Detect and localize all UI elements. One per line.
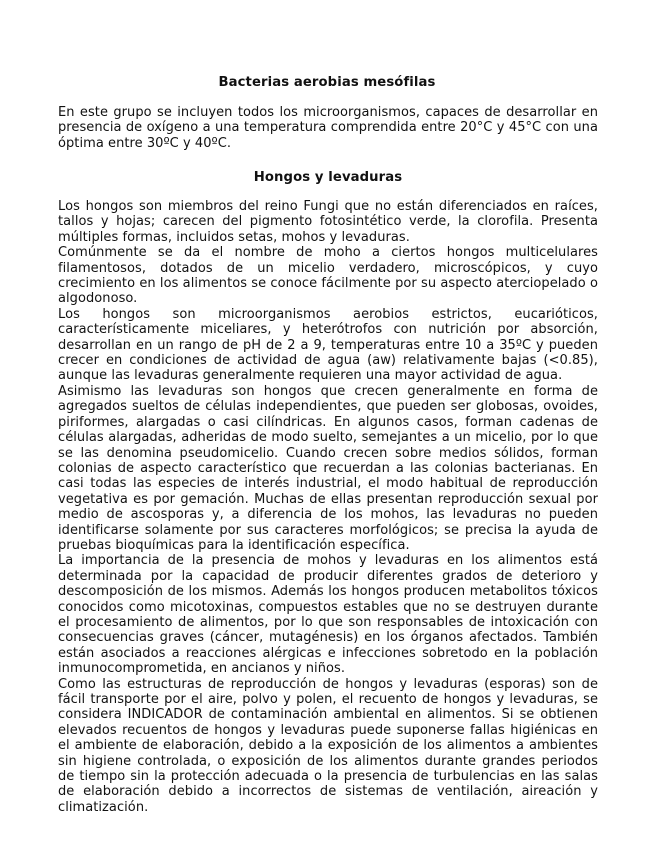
paragraph: Asimismo las levaduras son hongos que crecen generalmente en forma de agregados sueltos de células independientes, que pueden ser globosas, ovoides, piriformes, alargadas o casi cilíndricas. En algunos casos, forman cadenas de células alargadas, adheridas de modo suelto, semejantes a un micelio, por lo que se las denomina pseudomicelio. Cuando crecen sobre medios sólidos, forman colonias de aspecto característico que recuerdan a las colonias bacterianas. En casi todas las especies de interés industrial, el modo habitual de reproducción vegetativa es por gemación. Muchas de ellas presentan reproducción sexual por medio de ascosporas y, a diferencia de los mohos, las levaduras no pueden identificarse solamente por sus caracteres morfológicos; se precisa la ayuda de pruebas bioquímicas para la identificación específica. [58,383,598,553]
heading-hongos-levaduras: Hongos y levaduras [253,170,403,185]
heading-bacterias-aerobias: Bacterias aerobias mesófilas [218,75,436,90]
paragraph: Los hongos son miembros del reino Fungi que no están diferenciados en raíces, tallos y hojas; carecen del pigmento fotosintético verde, la clorofila. Presenta múltiples formas, incluidos setas, mohos y levaduras. [58,199,598,245]
paragraph: Como las estructuras de reproducción de hongos y levaduras (esporas) son de fácil transporte por el aire, polvo y polen, el recuento de hongos y levaduras, se considera INDICADOR de contaminación ambiental en alimentos. Si se obtienen elevados recuentos de hongos y levaduras puede suponerse fallas higiénicas en el ambiente de elaboración, debido a la exposición de los alimentos a ambientes sin higiene controlada, o exposición de los alimentos durante grandes periodos de tiempo sin la protección adecuada o la presencia de turbulencias en las salas de elaboración debido a incorrectos de sistemas de ventilación, aireación y climatización. [58,676,598,815]
paragraph: La importancia de la presencia de mohos y levaduras en los alimentos está determinada por la capacidad de producir diferentes grados de deterioro y descomposición de los mismos. Además los hongos producen metabolitos tóxicos conocidos como micotoxinas, compuestos estables que no se destruyen durante el procesamiento de alimentos, por lo que son responsables de intoxicación con consecuencias graves (cáncer, mutagénesis) en los órganos afectados. También están asociados a reacciones alérgicas e infecciones sobretodo en la población inmunocomprometida, en ancianos y niños. [58,553,598,677]
hongos-body [58,199,598,815]
intro-paragraph [58,105,598,151]
paragraph: Comúnmente se da el nombre de moho a ciertos hongos multicelulares filamentosos, dotados de un micelio verdadero, microscópicos, y cuyo crecimiento en los alimentos se conoce fácilmente por su aspecto aterciopelado o algodonoso. [58,245,598,307]
paragraph: En este grupo se incluyen todos los microorganismos, capaces de desarrollar en presencia de oxígeno a una temperatura comprendida entre 20°C y 45°C con una óptima entre 30ºC y 40ºC. [58,105,598,151]
paragraph: Los hongos son microorganismos aerobios estrictos, eucarióticos, característicamente miceliares, y heterótrofos con nutrición por absorción, desarrollan en un rango de pH de 2 a 9, temperaturas entre 10 a 35ºC y pueden crecer en condiciones de actividad de agua (aw) relativamente bajas (<0.85), aunque las levaduras generalmente requieren una mayor actividad de agua. [58,306,598,384]
